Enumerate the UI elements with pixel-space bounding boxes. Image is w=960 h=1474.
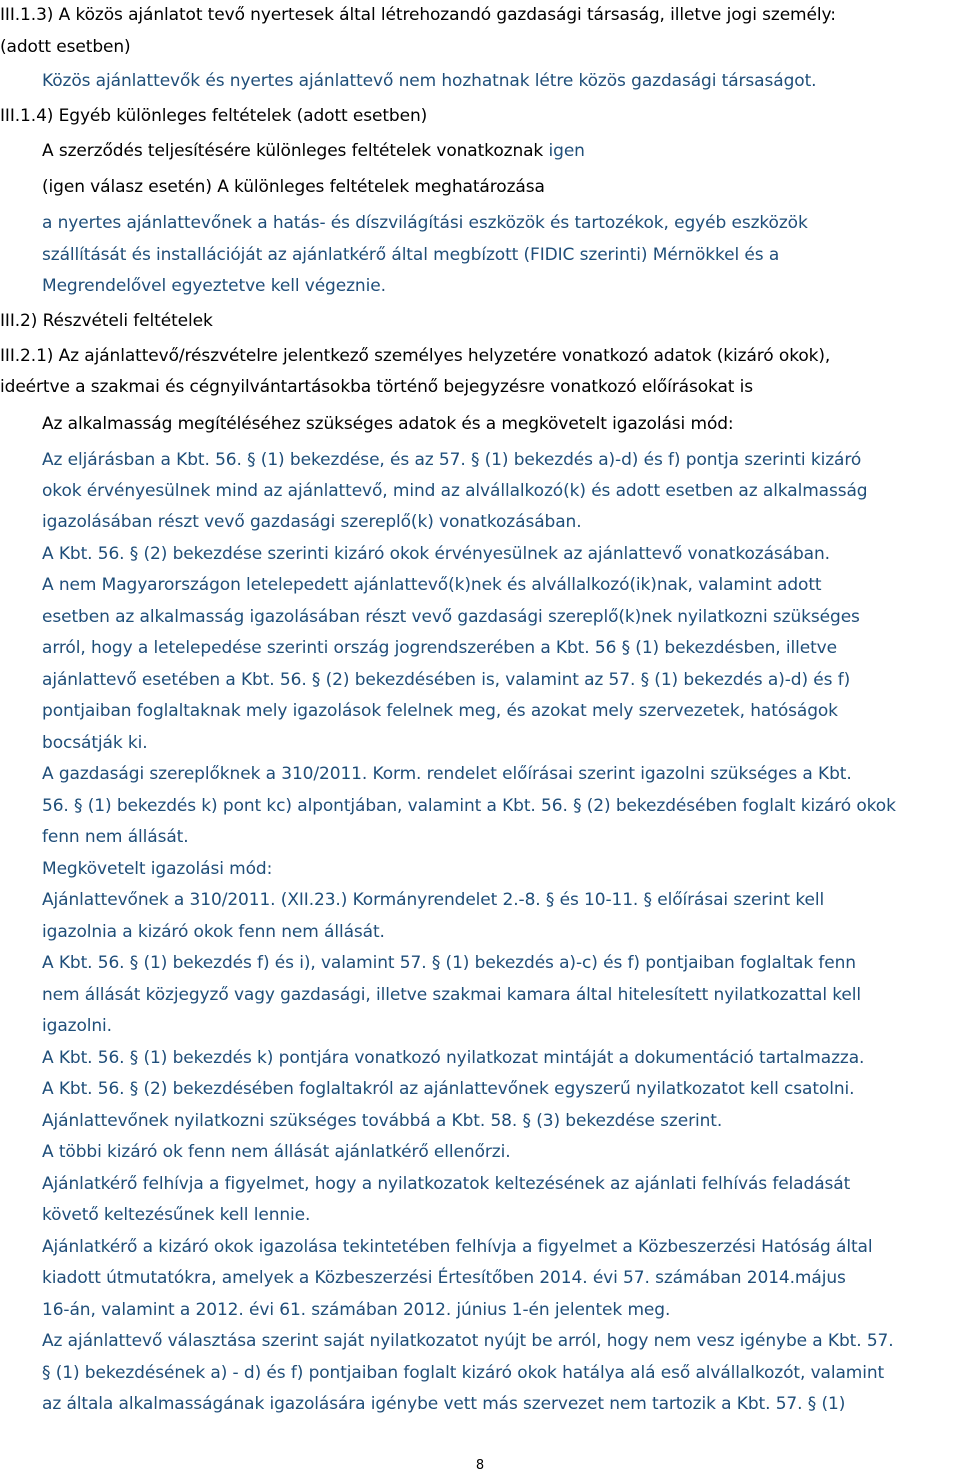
- section-3-1-3-heading-line1: III.1.3) A közös ajánlatot tevő nyertesek által létrehozandó gazdasági társaság, illetve jogi személy:: [0, 5, 836, 25]
- section-3-1-4-body-line: Megrendelővel egyeztetve kell végeznie.: [42, 276, 386, 296]
- section-3-1-4-body-line: szállítását és installációját az ajánlatkérő által megbízott (FIDIC szerinti) Mérnökkel és a: [42, 245, 780, 265]
- section-3-2-1-body-line: Ajánlattevőnek a 310/2011. (XII.23.) Kormányrendelet 2.-8. § és 10-11. § előírásai szerint kell: [42, 890, 825, 910]
- section-3-2-1-body-line: A többi kizáró ok fenn nem állását ajánlatkérő ellenőrzi.: [42, 1142, 511, 1162]
- section-3-1-4-question: A szerződés teljesítésére különleges feltételek vonatkoznak: [42, 141, 544, 161]
- section-3-2-1-body-line: A Kbt. 56. § (1) bekezdés k) pontjára vonatkozó nyilatkozat mintáját a dokumentáció tartalmazza.: [42, 1048, 865, 1068]
- section-3-2-1-body-line: arról, hogy a letelepedése szerinti ország jogrendszerében a Kbt. 56 § (1) bekezdésben, illetve: [42, 638, 837, 658]
- section-3-2-1-heading-line2: ideértve a szakmai és cégnyilvántartásokba történő bejegyzésre vonatkozó előírásokat is: [0, 377, 754, 397]
- section-3-2-1-body-line: nem állását közjegyző vagy gazdasági, illetve szakmai kamara által hitelesített nyilatkozattal kell: [42, 985, 861, 1005]
- page-number: 8: [475, 1458, 485, 1473]
- section-3-2-1-body-line: Az eljárásban a Kbt. 56. § (1) bekezdése, és az 57. § (1) bekezdés a)-d) és f) pontja szerinti kizáró: [42, 450, 862, 470]
- section-3-2-1-body-line: az általa alkalmasságának igazolására igénybe vett más szervezet nem tartozik a Kbt. 57. § (1): [42, 1394, 846, 1414]
- section-3-1-3-heading-line2: (adott esetben): [0, 37, 131, 57]
- section-3-2-heading: III.2) Részvételi feltételek: [0, 311, 213, 331]
- section-3-1-4-heading-rest: 4) Egyéb különleges feltételek (adott esetben): [36, 106, 428, 126]
- section-3-2-1-body-line: ajánlattevő esetében a Kbt. 56. § (2) bekezdésében is, valamint az 57. § (1) bekezdés a)-d) és f): [42, 670, 851, 690]
- section-3-1-4-heading-prefix: III.1.: [0, 106, 37, 126]
- section-3-2-1-body-line: A Kbt. 56. § (2) bekezdésében foglaltakról az ajánlattevőnek egyszerű nyilatkozatot kell csatolni.: [42, 1079, 855, 1099]
- section-3-2-1-body-line: A gazdasági szereplőknek a 310/2011. Korm. rendelet előírásai szerint igazolni szükséges a Kbt.: [42, 764, 852, 784]
- section-3-2-1-body-line: § (1) bekezdésének a) - d) és f) pontjaiban foglalt kizáró okok hatálya alá eső alvállalkozót, valamint: [42, 1363, 885, 1383]
- section-3-2-1-body-line: okok érvényesülnek mind az ajánlattevő, mind az alvállalkozó(k) és adott esetben az alkalmasság: [42, 481, 868, 501]
- section-3-2-1-body-line: kiadott útmutatókra, amelyek a Közbeszerzési Értesítőben 2014. évi 57. számában 2014.május: [42, 1268, 846, 1288]
- section-3-2-1-body-line: A Kbt. 56. § (2) bekezdése szerinti kizáró okok érvényesülnek az ajánlattevő vonatkozásában.: [42, 544, 830, 564]
- section-3-2-1-body-line: esetben az alkalmasság igazolásában részt vevő gazdasági szereplő(k)nek nyilatkozni szükséges: [42, 607, 860, 627]
- section-3-2-1-body-line: fenn nem állását.: [42, 827, 189, 847]
- section-3-2-1-body-line: Ajánlatkérő felhívja a figyelmet, hogy a nyilatkozatok keltezésének az ajánlati felhívás feladását: [42, 1174, 851, 1194]
- section-3-2-1-body-line: Az ajánlattevő választása szerint saját nyilatkozatot nyújt be arról, hogy nem vesz igénybe a Kbt. 57.: [42, 1331, 894, 1351]
- section-3-1-3-body: Közös ajánlattevők és nyertes ajánlattevő nem hozhatnak létre közös gazdasági társaságot.: [42, 71, 817, 91]
- section-3-1-4-heading: [0, 105, 427, 127]
- section-3-1-4-sub-heading: (igen válasz esetén) A különleges feltételek meghatározása: [42, 177, 545, 197]
- section-3-2-1-body-line: követő keltezésűnek kell lennie.: [42, 1205, 311, 1225]
- section-3-2-1-body-line: igazolnia a kizáró okok fenn nem állását.: [42, 922, 385, 942]
- section-3-2-1-heading-line1: III.2.1) Az ajánlattevő/részvételre jelentkező személyes helyzetére vonatkozó adatok (kizáró okok),: [0, 346, 831, 366]
- section-3-2-1-body-line: Ajánlattevőnek nyilatkozni szükséges továbbá a Kbt. 58. § (3) bekezdése szerint.: [42, 1111, 723, 1131]
- section-3-2-1-body-line: Ajánlatkérő a kizáró okok igazolása tekintetében felhívja a figyelmet a Közbeszerzési Hatóság által: [42, 1237, 873, 1257]
- section-3-2-1-label: Az alkalmasság megítéléséhez szükséges adatok és a megkövetelt igazolási mód:: [42, 414, 734, 434]
- section-3-2-1-body-line: A Kbt. 56. § (1) bekezdés f) és i), valamint 57. § (1) bekezdés a)-c) és f) pontjaiban foglaltak fenn: [42, 953, 856, 973]
- section-3-1-4-question-line: [42, 140, 585, 162]
- section-3-2-1-body-line: pontjaiban foglaltaknak mely igazolások felelnek meg, és azokat mely szervezetek, hatóságok: [42, 701, 838, 721]
- section-3-1-4-answer: igen: [548, 141, 585, 161]
- section-3-2-1-body-line: Megkövetelt igazolási mód:: [42, 859, 273, 879]
- section-3-2-1-body-line: A nem Magyarországon letelepedett ajánlattevő(k)nek és alvállalkozó(ik)nak, valamint adott: [42, 575, 822, 595]
- section-3-2-1-body-line: 56. § (1) bekezdés k) pont kc) alpontjában, valamint a Kbt. 56. § (2) bekezdésében foglalt kizáró okok: [42, 796, 896, 816]
- section-3-2-1-body-line: bocsátják ki.: [42, 733, 148, 753]
- section-3-1-4-body-line: a nyertes ajánlattevőnek a hatás- és díszvilágítási eszközök és tartozékok, egyéb eszközök: [42, 213, 808, 233]
- section-3-2-1-body-line: igazolni.: [42, 1016, 112, 1036]
- section-3-2-1-body-line: igazolásában részt vevő gazdasági szereplő(k) vonatkozásában.: [42, 512, 582, 532]
- section-3-2-1-body-line: 16-án, valamint a 2012. évi 61. számában 2012. június 1-én jelentek meg.: [42, 1300, 671, 1320]
